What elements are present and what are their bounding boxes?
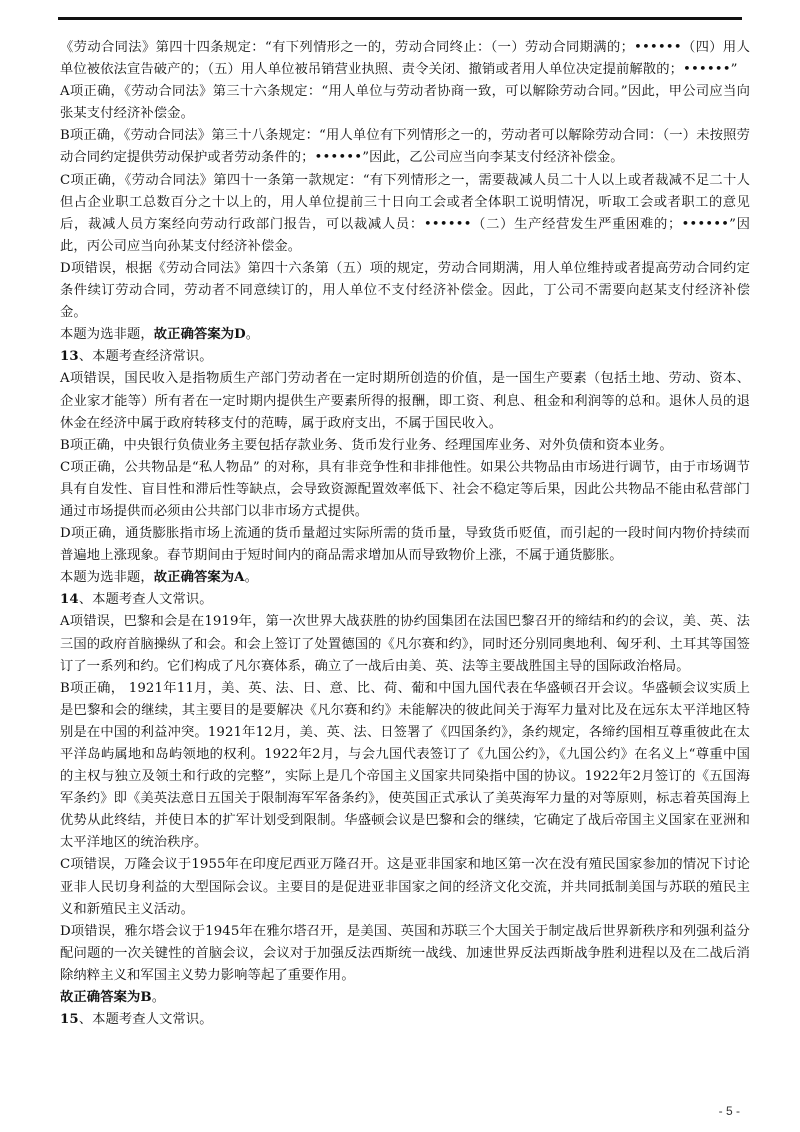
paragraph: D项正确，通货膨胀指市场上流通的货币量超过实际所需的货币量，导致货币贬值，而引起的一段时间内物价持续而普遍地上涨现象。春节期间由于短时间内的商品需求增加从而导致物价上涨，不属于通货膨胀。: [60, 526, 750, 564]
answer-text: 故正确答案为B: [60, 990, 152, 1006]
paragraph: B项正确，《劳动合同法》第三十八条规定：“用人单位有下列情形之一的，劳动者可以解除劳动合同：（一）未按照劳动合同约定提供劳动保护或者劳动条件的；••••••”因此，乙公司应当向李某支付经济补偿金。: [60, 128, 750, 166]
answer-line: 本题为选非题，故正确答案为A。: [60, 570, 258, 586]
paragraph: C项错误，万隆会议于1955年在印度尼西亚万隆召开。这是亚非国家和地区第一次在没有殖民国家参加的情况下讨论亚非人民切身利益的大型国际会议。主要目的是促进亚非国家之间的经济文化交流，并共同抵制美国与苏联的殖民主义和新殖民主义活动。: [60, 857, 750, 917]
paragraph: D项错误，根据《劳动合同法》第四十六条第（五）项的规定，劳动合同期满，用人单位维持或者提高劳动合同约定条件续订劳动合同，劳动者不同意续订的，用人单位不支付经济补偿金。因此，丁公司不需要向赵某支付经济补偿金。: [60, 260, 750, 321]
paragraph: C项正确，《劳动合同法》第四十一条第一款规定：“有下列情形之一，需要裁减人员二十人以上或者裁减不足二十人但占企业职工总数百分之十以上的，用人单位提前三十日向工会或者全体职工说明情况，听取工会或者职工的意见后，裁减人员方案经向劳动行政部门报告，可以裁减人员：••••••（二）生产经营发生严重困难的；••••••”因此，丙公司应当向孙某支付经济补偿金。: [60, 172, 750, 254]
question-heading: 13、本题考查经济常识。: [60, 349, 213, 365]
paragraph: 《劳动合同法》第四十四条规定：“有下列情形之一的，劳动合同终止：（一）劳动合同期满的；••••••（四）用人单位被依法宣告破产的；（五）用人单位被吊销营业执照、责令关闭、撤销或者用人单位决定提前解散的；••••••”: [60, 40, 750, 78]
question-number: 15: [60, 1012, 79, 1028]
question-heading: 14、本题考查人文常识。: [60, 592, 213, 608]
answer-line: 本题为选非题，故正确答案为D。: [60, 327, 260, 343]
paragraph: C项正确，公共物品是“私人物品” 的对称，具有非竞争性和非排他性。如果公共物品由市场进行调节，由于市场调节具有自发性、盲目性和滞后性等缺点，会导致资源配置效率低下、社会不稳定等后果，因此公共物品不能由私营部门通过市场提供而必须由公共部门以非市场方式提供。: [60, 459, 750, 519]
question-number: 13: [60, 349, 79, 365]
header-rule: [58, 17, 742, 20]
page-body: [60, 37, 750, 1031]
paragraph: B项正确，中央银行负债业务主要包括存款业务、货币发行业务、经理国库业务、对外负债和资本业务。: [60, 437, 673, 453]
page-number: - 5 -: [718, 1104, 740, 1118]
paragraph: B项正确， 1921年11月，美、英、法、日、意、比、荷、葡和中国九国代表在华盛顿召开会议。华盛顿会议实质上是巴黎和会的继续，其主要目的是要解决《凡尔赛和约》未能解决的彼此间关于海军力量对比及在远东太平洋地区特别是在中国的利益冲突。1921年12月，美、英、法、日签署了《四国条约》，条约规定，各缔约国相互尊重彼此在太平洋岛屿属地和岛屿领地的权利。1922年2月，与会九国代表签订了《九国公约》，《九国公约》在名义上“尊重中国的主权与独立及领土和行政的完整”，实际上是几个帝国主义国家共同染指中国的协议。1922年2月签订的《五国海军条约》即《美英法意日五国关于限制海军军备条约》，使英国正式承认了美英海军力量的对等原则，标志着英国海上优势从此终结，并使日本的扩军计划受到限制。华盛顿会议是巴黎和会的继续，它确定了战后帝国主义国家在亚洲和太平洋地区的统治秩序。: [60, 680, 750, 851]
question-number: 14: [60, 592, 79, 608]
paragraph: A项错误，国民收入是指物质生产部门劳动者在一定时期所创造的价值，是一国生产要素（包括土地、劳动、资本、企业家才能等）所有者在一定时期内提供生产要素所得的报酬，即工资、利息、租金和利润等的总和。退休人员的退休金在经济中属于政府转移支付的范畴，属于政府支出，不属于国民收入。: [60, 371, 750, 431]
paragraph: A项错误，巴黎和会是在1919年，第一次世界大战获胜的协约国集团在法国巴黎召开的缔结和约的会议，美、英、法三国的政府首脑操纵了和会。和会上签订了处置德国的《凡尔赛和约》，同时还分别同奥地利、匈牙利、土耳其等国签订了一系列和约。它们构成了凡尔赛体系，确立了一战后由美、英、法等主要战胜国主导的国际政治格局。: [60, 614, 750, 674]
answer-text: 故正确答案为A: [153, 570, 245, 586]
answer-line: 故正确答案为B。: [60, 990, 166, 1006]
paragraph: A项正确，《劳动合同法》第三十六条规定：“用人单位与劳动者协商一致，可以解除劳动合同。”因此，甲公司应当向张某支付经济补偿金。: [60, 84, 750, 122]
question-heading: 15、本题考查人文常识。: [60, 1012, 213, 1028]
paragraph: D项错误，雅尔塔会议于1945年在雅尔塔召开，是美国、英国和苏联三个大国关于制定战后世界新秩序和列强利益分配问题的一次关键性的首脑会议，会议对于加强反法西斯统一战线、加速世界反法西斯战争胜利进程以及在二战后消除纳粹主义和军国主义势力影响等起了重要作用。: [60, 923, 750, 983]
answer-text: 故正确答案为D: [153, 327, 246, 343]
